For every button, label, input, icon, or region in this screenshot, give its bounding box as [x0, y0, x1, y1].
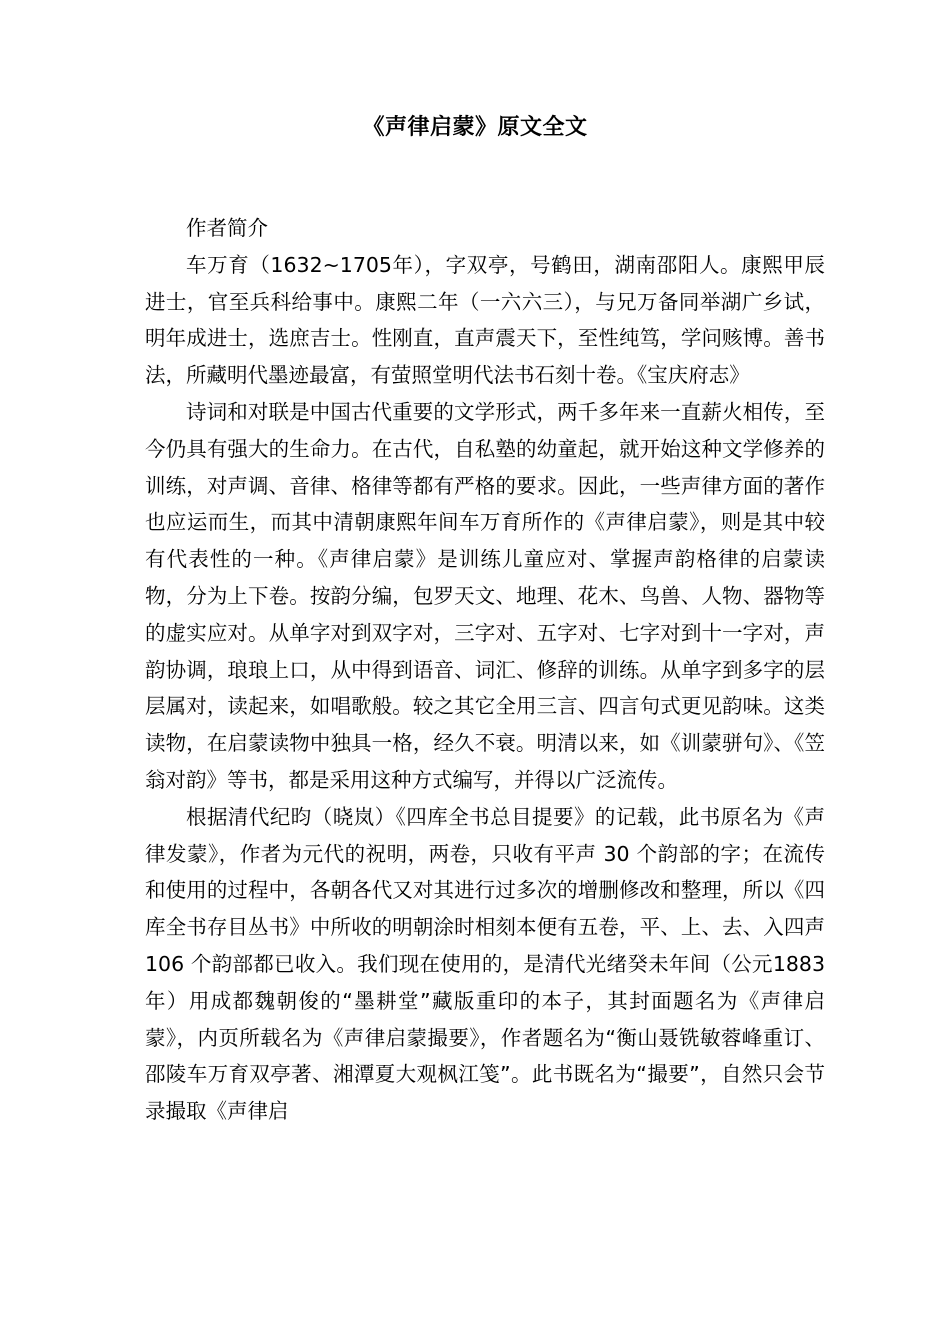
section-heading: 作者简介 [186, 216, 268, 240]
document-body [145, 210, 825, 1130]
paragraph-introduction: 诗词和对联是中国古代重要的文学形式，两千多年来一直薪火相传，至今仍具有强大的生命力。在古代，自私塾的幼童起，就开始这种文学修养的训练，对声调、音律、格律等都有严格的要求。因此，一些声律方面的著作也应运而生，而其中清朝康熙年间车万育所作的《声律启蒙》，则是其中较有代表性的一种。《声律启蒙》是训练儿童应对、掌握声韵格律的启蒙读物，分为上下卷。按韵分编，包罗天文、地理、花木、鸟兽、人物、器物等的虚实应对。从单字对到双字对，三字对、五字对、七字对到十一字对，声韵协调，琅琅上口，从中得到语音、词汇、修辞的训练。从单字到多字的层层属对，读起来，如唱歌般。较之其它全用三言、四言句式更见韵味。这类读物，在启蒙读物中独具一格，经久不衰。明清以来，如《训蒙骈句》、《笠翁对韵》等书，都是采用这种方式编写，并得以广泛流传。 [145, 399, 825, 792]
paragraph-author-bio: 车万育（1632~1705年），字双亭，号鹤田，湖南邵阳人。康熙甲辰进士，官至兵科给事中。康熙二年（一六六三），与兄万备同举湖广乡试，明年成进士，选庶吉士。性刚直，直声震天下，至性纯笃，学问赅博。善书法，所藏明代墨迹最富，有萤照堂明代法书石刻十卷。《宝庆府志》 [145, 252, 825, 388]
document-title: 《声律启蒙》原文全文 [362, 115, 588, 140]
paragraph-history: 根据清代纪昀（晓岚）《四库全书总目提要》的记载，此书原名为《声律发蒙》，作者为元代的祝明，两卷，只收有平声 30 个韵部的字；在流传和使用的过程中，各朝各代又对其进行过多次的增删修改和整理，所以《四库全书存目丛书》中所收的明朝涂时相刻本便有五卷，平、上、去、入四声 106 个韵部都已收入。我们现在使用的，是清代光绪癸未年间（公元1883年）用成都魏朝俊的“墨耕堂”藏版重印的本子，其封面题名为《声律启蒙》，内页所载名为《声律启蒙撮要》，作者题名为“衡山聂铣敏蓉峰重订、邵陵车万育双亭著、湘潭夏大观枫江笺”。此书既名为“撮要”，自然只会节录撮取《声律启 [145, 804, 825, 1124]
